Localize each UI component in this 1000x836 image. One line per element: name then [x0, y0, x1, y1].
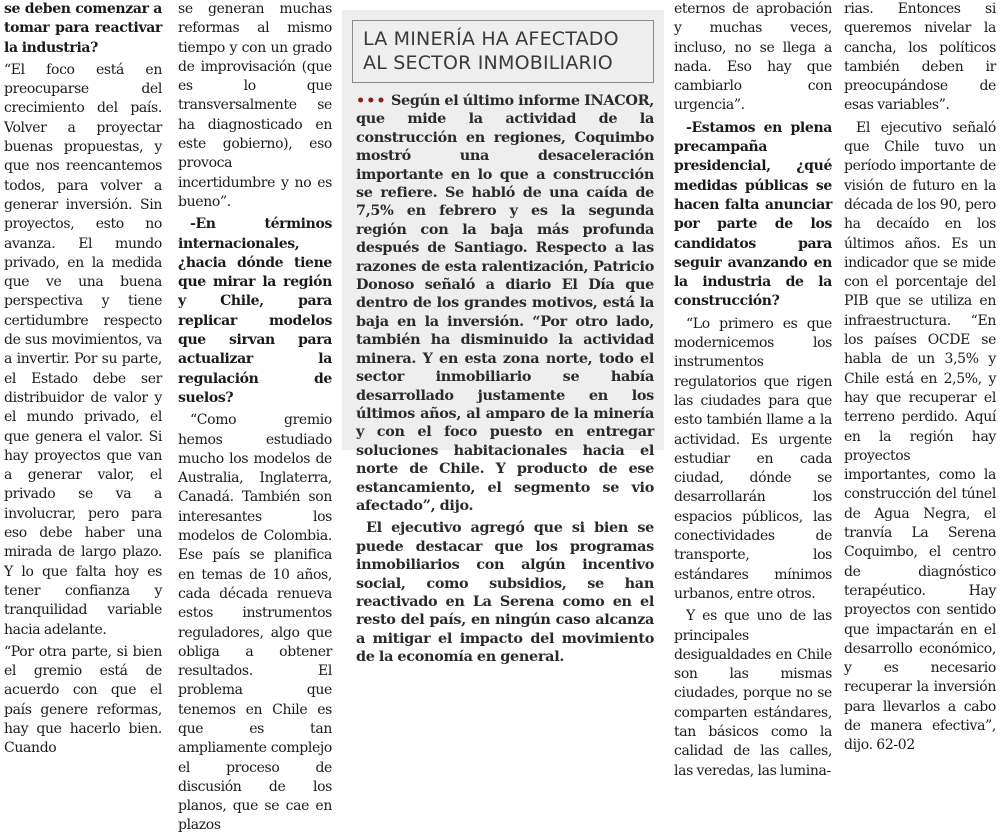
paragraph: “Por otra parte, si bien el gremio está de acuerdo con que el país genere reformas, hay que hacerlo bien. Cuando: [4, 643, 162, 757]
box-paragraph: El ejecutivo agregó que si bien se puede destacar que los programas inmobiliarios con algún incentivo social, como subsidios, se han reactivado en La Serena como en el resto del país, en ningún caso alcanza a mitigar el impacto del movimiento de la economía en general.: [356, 519, 654, 666]
article-column-2: [178, 0, 332, 834]
bullet-dots-icon: •••: [356, 92, 387, 109]
box-title: LA MINERÍA HA AFECTADO AL SECTOR INMOBILIARIO: [352, 20, 654, 83]
box-body: [342, 83, 664, 667]
paragraph: “El foco está en preocuparse del crecimiento del país. Volver a proyectar buenas propuestas, y que nos reencantemos todos, para volver a generar inversión. Sin proyectos, esto no avanza. El mundo privado, en la medida que ve una buena perspectiva y tiene certidumbre respecto de sus movimientos, va a invertir. Por su parte, el Estado debe ser distribuidor de valor y el mundo privado, el que genera el valor. Si hay proyectos que van a generar valor, el privado se va a involucrar, pero para eso debe haber una mirada de largo plazo. Y lo que falta hoy es tener confianza y tranquilidad variable hacia adelante.: [4, 61, 162, 638]
article-column-4: [674, 0, 832, 779]
question-heading: se deben comenzar a tomar para reactivar la industria?: [4, 1, 162, 56]
paragraph: “Como gremio hemos estudiado mucho los modelos de Australia, Inglaterra, Canadá. También son interesantes los modelos de Colombia. Ese país se planifica en temas de 10 años, cada década renueva estos instrumentos reguladores, algo que obliga a obtener resultados. El problema que tenemos en Chile es que es tan ampliamente complejo el proceso de discusión de los planos, que se cae en plazos: [178, 412, 332, 834]
paragraph: El ejecutivo señaló que Chile tuvo un período importante de visión de futuro en la década de los 90, pero ha decaído en los últimos años. Es un indicador que se mide con el porcentaje del PIB que se utiliza en infraestructura. “En los países OCDE se habla de un 3,5% y Chile está en 2,5%, y hay que recuperar el terreno perdido. Aquí en la región hay proyectos importantes, como la construcción del túnel de Agua Negra, el tranvía La Serena Coquimbo, el centro de diagnóstico terapéutico. Hay proyectos con sentido que impactarán en el desarrollo económico, y es necesario recuperar la inversión para llevarlos a cabo de manera efectiva”, dijo. 62-02: [844, 119, 996, 754]
sidebar-box: [342, 10, 664, 666]
question-heading: -En términos internacionales, ¿hacia dónde tiene que mirar la región y Chile, para replicar modelos que sirvan para actualizar la regulación de suelos?: [178, 216, 332, 406]
paragraph: “Lo primero es que modernicemos los instrumentos regulatorios que rigen las ciudades para que esto también llame a la actividad. Es urgente estudiar en cada ciudad, dónde se desarrollarán los espacios públicos, las conectividades de transporte, los estándares mínimos urbanos, entre otros.: [674, 315, 832, 602]
article-column-1: [4, 0, 162, 757]
box-paragraph: [356, 92, 654, 515]
question-heading: -Estamos en plena precampaña presidencial, ¿qué medidas públicas se hacen falta anunciar por parte de los candidatos para seguir avanzando en la industria de la construcción?: [674, 119, 832, 310]
box-lead-text: Según el último informe INACOR, que mide la actividad de la construcción en regiones, Coquimbo mostró una desaceleración importante en lo que a construcción se refiere. Se habló de una caída de 7,5% en febrero y es la segunda región con la baja más profunda después de Santiago. Respecto a las razones de esta ralentización, Patricio Donoso señaló a diario El Día que dentro de los grandes motivos, está la baja en la inversión. “Por otro lado, también ha disminuido la actividad minera. Y en esta zona norte, todo el sector inmobiliario se había desarrollado justamente en los últimos años, al amparo de la minería y con el foco puesto en entregar soluciones habitacionales hacia el norte de Chile. Y producto de ese estancamiento, el segmento se vio afectado”, dijo.: [356, 92, 654, 514]
paragraph: eternos de aprobación y muchas veces, incluso, no se llega a nada. Eso hay que cambiarlo con urgencia”.: [674, 1, 832, 114]
paragraph: Y es que uno de las principales desigualdades en Chile son las mismas ciudades, porque no se comparten estándares, tan básicos como la calidad de las calles, las veredas, las lumina-: [674, 608, 832, 779]
paragraph: rias. Entonces si queremos nivelar la cancha, los políticos también deben ir preocupándose de esas variables”.: [844, 1, 996, 114]
paragraph: se generan muchas reformas al mismo tiempo y con un grado de improvisación (que es lo que transversalmente se ha diagnosticado en este gobierno), eso provoca incertidumbre y no es bueno”.: [178, 1, 332, 210]
article-column-5: [844, 0, 996, 754]
